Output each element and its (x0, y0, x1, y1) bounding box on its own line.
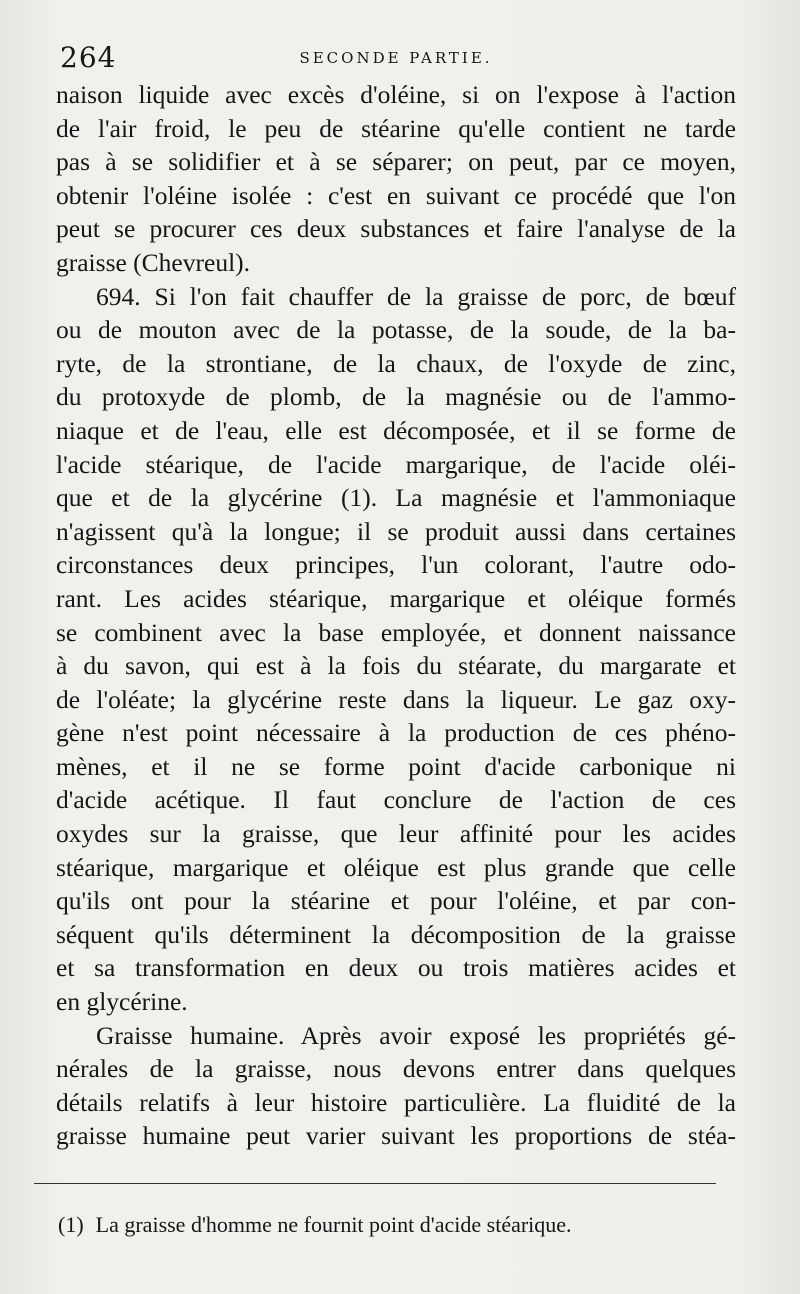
text-line: ryte, de la strontiane, de la chaux, de l'oxyde de zinc, (56, 348, 736, 378)
text-line: de l'air froid, le peu de stéarine qu'elle contient ne tarde (56, 113, 736, 143)
text-line: circonstances deux principes, l'un colorant, l'autre odo- (56, 550, 736, 580)
text-line: séquent qu'ils déterminent la décomposition de la graisse (56, 919, 736, 949)
text-line: peut se procurer ces deux substances et faire l'analyse de la (56, 214, 736, 244)
text-line: n'agissent qu'à la longue; il se produit aussi dans certaines (56, 516, 736, 546)
body-text (56, 78, 736, 1153)
text-line: à du savon, qui est à la fois du stéarate, du margarate et (56, 651, 736, 681)
paragraph-graisse-humaine-start: Graisse humaine. Après avoir exposé les propriétés gé- (96, 1020, 736, 1050)
text-line: obtenir l'oléine isolée : c'est en suivant ce procédé que l'on (56, 180, 736, 210)
footnote (58, 1210, 722, 1240)
text-line: l'acide stéarique, de l'acide margarique, de l'acide oléi- (56, 449, 736, 479)
text-line: naison liquide avec excès d'oléine, si on l'expose à l'action (56, 80, 736, 109)
text-line: pas à se solidifier et à se séparer; on peut, par ce moyen, (56, 147, 736, 177)
text-line: nérales de la graisse, nous devons entrer dans quelques (56, 1054, 736, 1084)
running-title: SECONDE PARTIE. (299, 49, 493, 67)
text-line: de l'oléate; la glycérine reste dans la liqueur. Le gaz oxy- (56, 684, 736, 714)
text-line: mènes, et il ne se forme point d'acide carbonique ni (56, 751, 736, 781)
text-line: oxydes sur la graisse, que leur affinité pour les acides (56, 819, 736, 849)
page-number: 264 (60, 41, 117, 74)
text-line: en glycérine. (56, 987, 188, 1017)
page-header (60, 38, 732, 78)
text-line: graisse (Chevreul). (56, 247, 251, 277)
text-line: niaque et de l'eau, elle est décomposée, et il se forme de (56, 415, 736, 445)
text-line: rant. Les acides stéarique, margarique et oléique formés (56, 583, 736, 613)
paragraph-694-start: 694. Si l'on fait chauffer de la graisse de porc, de bœuf (96, 281, 736, 311)
text-line: graisse humaine peut varier suivant les proportions de stéa- (56, 1121, 736, 1151)
text-line: d'acide acétique. Il faut conclure de l'action de ces (56, 785, 736, 815)
footnote-rule (34, 1183, 716, 1184)
text-line: qu'ils ont pour la stéarine et pour l'oléine, et par con- (56, 886, 736, 916)
text-line: du protoxyde de plomb, de la magnésie ou de l'ammo- (56, 382, 736, 412)
text-line: détails relatifs à leur histoire particulière. La fluidité de la (56, 1087, 736, 1117)
text-line: et sa transformation en deux ou trois matières acides et (56, 953, 736, 983)
text-line: ou de mouton avec de la potasse, de la soude, de la ba- (56, 315, 736, 345)
footnote-marker: (1) (58, 1212, 84, 1237)
footnote-text: La graisse d'homme ne fournit point d'acide stéarique. (95, 1212, 572, 1237)
text-line: se combinent avec la base employée, et donnent naissance (56, 617, 736, 647)
text-line: stéarique, margarique et oléique est plus grande que celle (56, 852, 736, 882)
text-line: gène n'est point nécessaire à la production de ces phéno- (56, 718, 736, 748)
text-line: que et de la glycérine (1). La magnésie et l'ammoniaque (56, 483, 736, 513)
